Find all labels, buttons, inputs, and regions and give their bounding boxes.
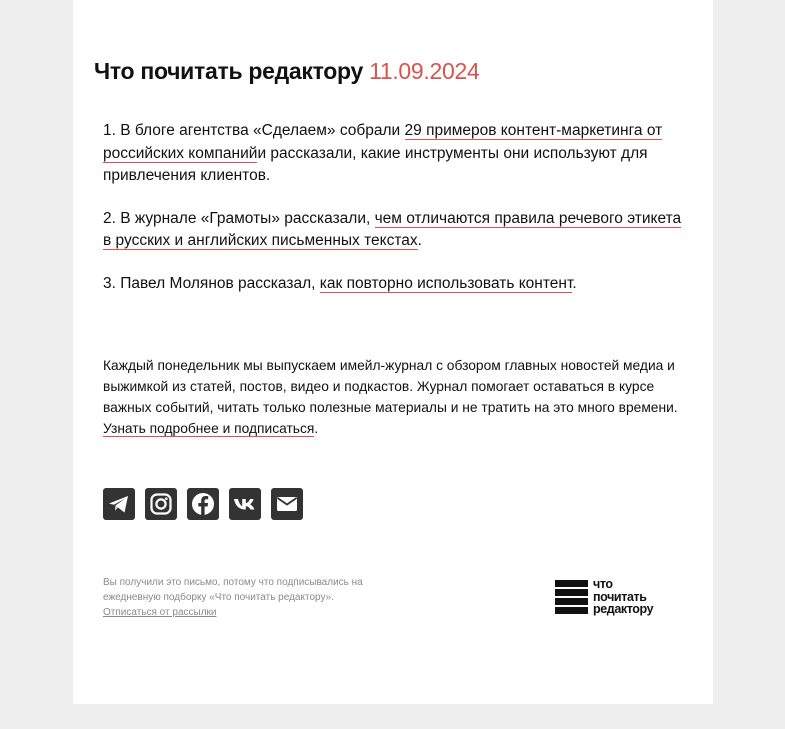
telegram-icon[interactable] bbox=[103, 488, 135, 520]
unsubscribe-link[interactable]: Отписаться от рассылки bbox=[103, 607, 217, 618]
list-item: 2. В журнале «Грамоты» рассказали, чем отличаются правила речевого этикета в русских и английских письменных текстах. bbox=[103, 209, 682, 249]
title-text: Что почитать редактору bbox=[94, 58, 363, 84]
page-title bbox=[94, 58, 479, 85]
article-link-2[interactable]: чем отличаются правила речевого этикета в русских и английских письменных текстах bbox=[103, 209, 682, 249]
instagram-icon[interactable] bbox=[145, 488, 177, 520]
footer-note bbox=[103, 575, 393, 620]
about-text: Каждый понедельник мы выпускаем имейл-журнал с обзором главных новостей медиа и выжимкой из статей, постов, видео и подкастов. Журнал помогает оставаться в курсе важных событий, читать только полезные материалы и не тратить на это много времени. Узнать подробнее и подписаться. bbox=[103, 358, 678, 436]
list-item: 1. В блоге агентства «Сделаем» собрали 29 примеров контент-маркетинга от российских компанийи рассказали, какие инструменты они используют для привлечения клиентов. bbox=[103, 122, 663, 184]
email-icon[interactable] bbox=[271, 488, 303, 520]
article-link-1[interactable]: 29 примеров контент-маркетинга от российских компаний bbox=[103, 122, 663, 162]
brand-logo bbox=[555, 578, 685, 618]
subscription-reason: Вы получили это письмо, потому что подписывались на ежедневную подборку «Что почитать редактору». bbox=[103, 577, 363, 603]
subscribe-link[interactable]: Узнать подробнее и подписаться bbox=[103, 421, 315, 436]
vk-icon[interactable] bbox=[229, 488, 261, 520]
article-link-3[interactable]: как повторно использовать контент bbox=[319, 274, 573, 292]
social-links bbox=[103, 488, 313, 520]
logo-bars-icon bbox=[555, 580, 588, 616]
article-list bbox=[103, 120, 683, 315]
email-card bbox=[73, 0, 713, 704]
facebook-icon[interactable] bbox=[187, 488, 219, 520]
issue-date: 11.09.2024 bbox=[369, 58, 480, 84]
list-item: 3. Павел Молянов рассказал, как повторно использовать контент. bbox=[103, 274, 577, 292]
logo-wordmark: что почитать редактору bbox=[593, 577, 654, 616]
